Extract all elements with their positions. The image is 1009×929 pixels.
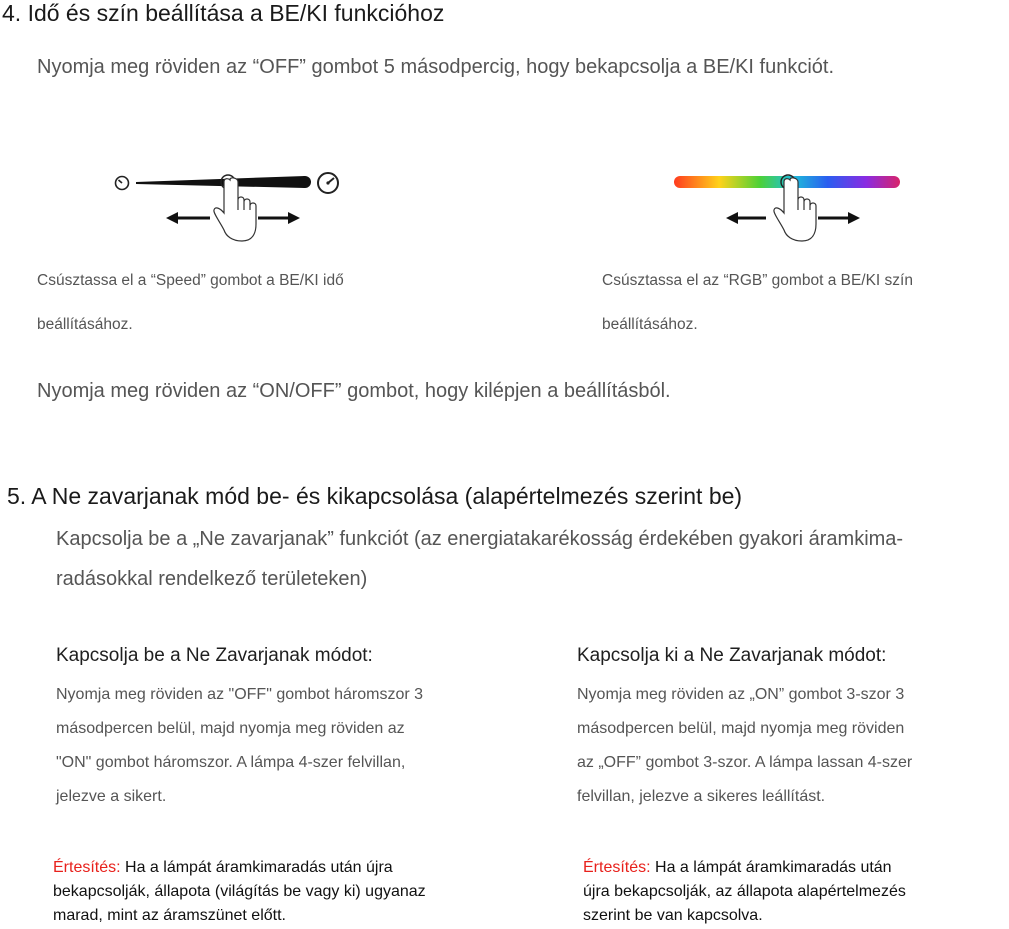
- arrow-left-icon: [726, 212, 766, 224]
- instruction-line: az „OFF” gombot 3-szor. A lámpa lassan 4-szer: [577, 754, 913, 771]
- notice-label: Értesítés:: [583, 859, 651, 876]
- instruction-line: Nyomja meg röviden az „ON” gombot 3-szor 3: [577, 686, 905, 703]
- dnd-off-instructions: [577, 678, 997, 814]
- section4-intro: Nyomja meg röviden az “OFF” gombot 5 másodpercig, hogy bekapcsolja a BE/KI funkciót.: [37, 56, 835, 78]
- instruction-line: felvillan, jelezve a sikeres leállítást.: [577, 788, 826, 805]
- speed-caption-line1: Csúsztassa el a “Speed” gombot a BE/KI idő: [37, 272, 344, 289]
- dnd-on-notice: [53, 856, 523, 928]
- section4-exit: Nyomja meg röviden az “ON/OFF” gombot, hogy kilépjen a beállításból.: [37, 380, 671, 402]
- slow-speed-icon: [116, 177, 129, 190]
- arrow-right-icon: [818, 212, 860, 224]
- notice-line: Ha a lámpát áramkimaradás után újra: [120, 859, 393, 876]
- notice-line: szerint be van kapcsolva.: [583, 907, 763, 924]
- arrow-right-icon: [258, 212, 300, 224]
- section5-intro-line2: radásokkal rendelkező területeken): [56, 568, 368, 590]
- instruction-line: másodpercen belül, majd nyomja meg röviden az: [56, 720, 405, 737]
- fast-speed-icon: [318, 173, 338, 193]
- dnd-off-notice: [583, 856, 1003, 928]
- speed-slider-illustration: [110, 168, 350, 248]
- instruction-line: Nyomja meg röviden az "OFF" gombot háromszor 3: [56, 686, 424, 703]
- section5-intro-line1: Kapcsolja be a „Ne zavarjanak” funkciót (az energiatakarékosság érdekében gyakori áramkima-: [56, 528, 904, 550]
- section5-title: 5. A Ne zavarjanak mód be- és kikapcsolása (alapértelmezés szerint be): [7, 483, 743, 509]
- dnd-on-heading: Kapcsolja be a Ne Zavarjanak módot:: [56, 645, 373, 666]
- dnd-on-instructions: [56, 678, 516, 814]
- notice-label: Értesítés:: [53, 859, 121, 876]
- section4-title: 4. Idő és szín beállítása a BE/KI funkcióhoz: [2, 0, 445, 26]
- dnd-off-heading: Kapcsolja ki a Ne Zavarjanak módot:: [577, 645, 887, 666]
- arrow-left-icon: [166, 212, 210, 224]
- notice-line: újra bekapcsolják, az állapota alapértelmezés: [583, 883, 906, 900]
- instruction-line: "ON" gombot háromszor. A lámpa 4-szer felvillan,: [56, 754, 406, 771]
- speed-caption-line2: beállításához.: [37, 316, 133, 333]
- rgb-caption-line1: Csúsztassa el az “RGB” gombot a BE/KI szín: [602, 272, 913, 289]
- rgb-caption-line2: beállításához.: [602, 316, 698, 333]
- notice-line: Ha a lámpát áramkimaradás után: [650, 859, 892, 876]
- notice-line: marad, mint az áramszünet előtt.: [53, 907, 286, 924]
- instruction-line: jelezve a sikert.: [56, 788, 167, 805]
- rgb-slider-illustration: [668, 168, 908, 248]
- notice-line: bekapcsolják, állapota (világítás be vagy ki) ugyanaz: [53, 883, 426, 900]
- instruction-line: másodpercen belül, majd nyomja meg röviden: [577, 720, 905, 737]
